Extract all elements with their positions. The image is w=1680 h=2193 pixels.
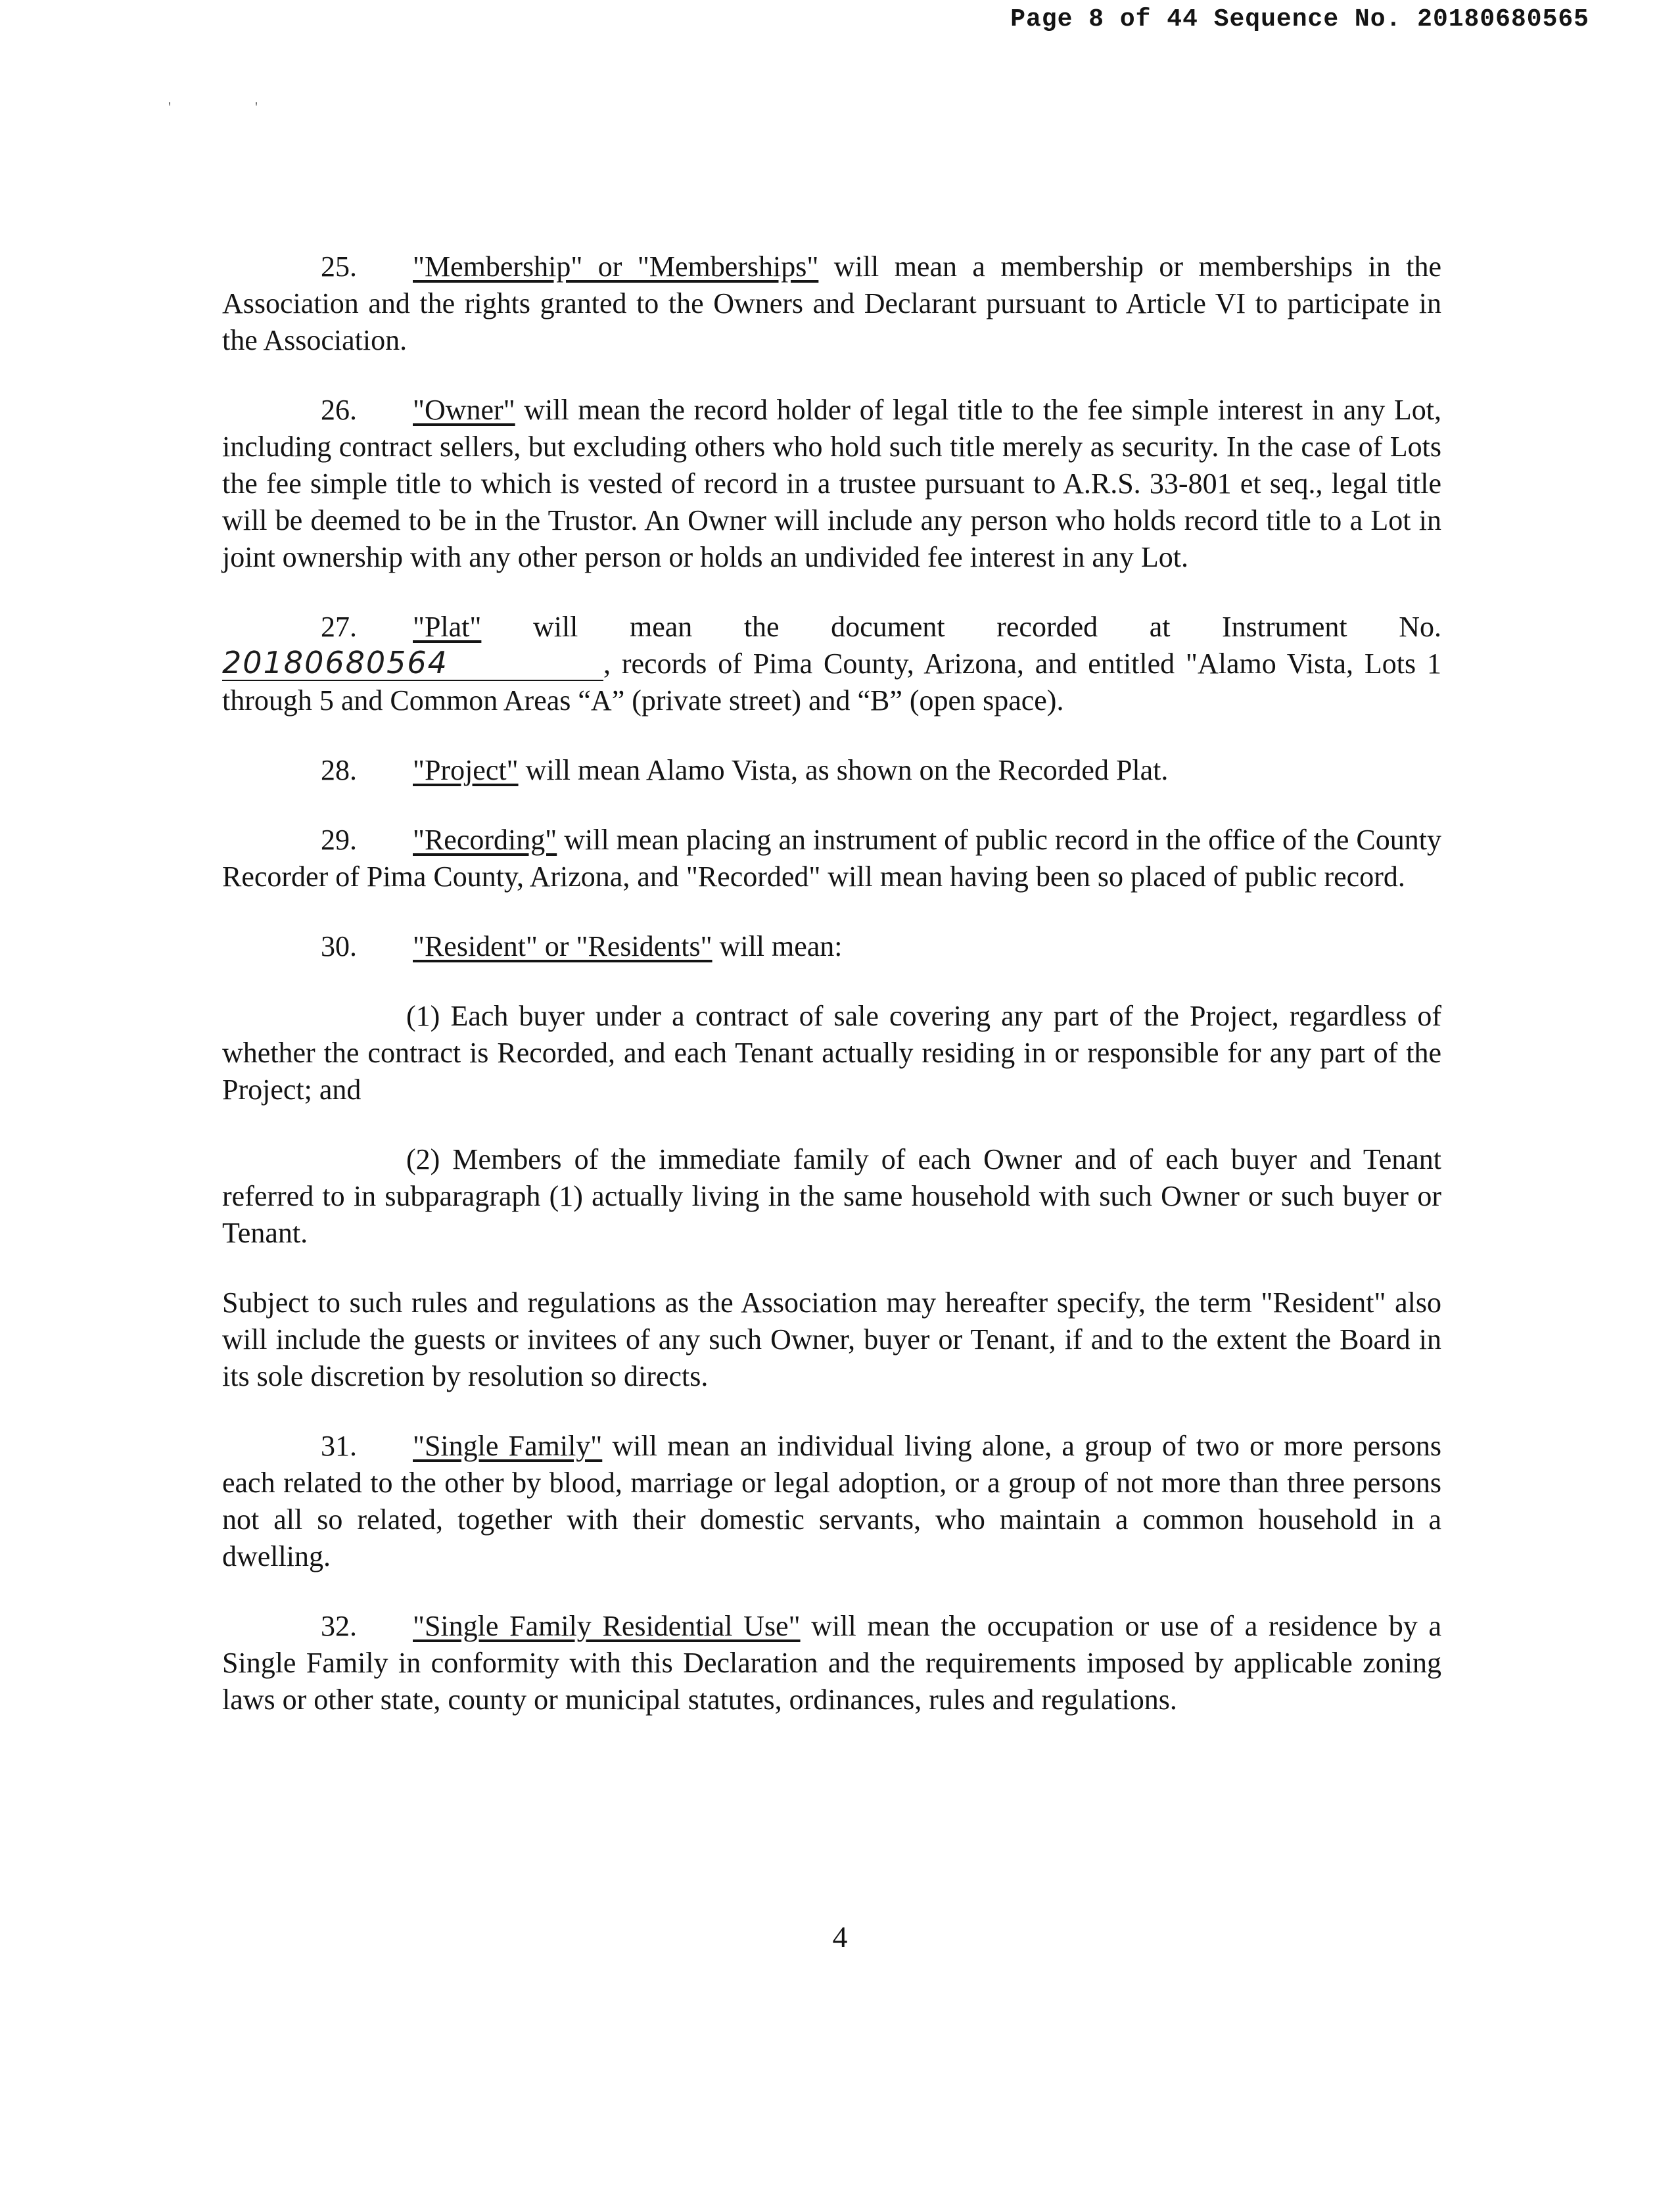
subparagraph-2: (2) Members of the immediate family of each Owner and of each buyer and Tenant referred to in subparagraph (1) actually living in the same household with such Owner or such buyer or Tenant. (222, 1143, 1441, 1249)
page-number: 4 (832, 1920, 848, 1954)
defined-term: "Owner" (413, 394, 515, 426)
paragraph-text: will mean the document recorded at Instrument No. (481, 611, 1441, 643)
paragraph-text: will mean: (712, 930, 843, 962)
defined-term: "Recording" (413, 824, 557, 856)
resident-closing-paragraph: Subject to such rules and regulations as the Association may hereafter specify, the term "Resident" also will include the guests or invitees of any such Owner, buyer or Tenant, if and to the extent the Board in its sole discretion by resolution so directs. (222, 1286, 1441, 1392)
defined-term: "Single Family" (413, 1430, 603, 1462)
paragraph-27 (222, 609, 1441, 719)
paragraph-text: will mean the record holder of legal title to the fee simple interest in any Lot, including contract sellers, but excluding others who hold such title merely as security. In the case of Lots the fee simple title to which is vested of record in a trustee pursuant to A.R.S. 33-801 et seq., legal title will be deemed to be in the Trustor. An Owner will include any person who holds record title to a Lot in joint ownership with any other person or holds an undivided fee interest in any Lot. (222, 394, 1441, 573)
paragraph-text: will mean Alamo Vista, as shown on the Recorded Plat. (518, 754, 1169, 786)
instrument-number-blank (222, 647, 603, 681)
paragraph-28 (222, 752, 1441, 789)
paragraph-number: 31. (321, 1430, 357, 1462)
defined-term: "Plat" (413, 611, 482, 643)
paragraph-31 (222, 1428, 1441, 1575)
handwritten-instrument-number: 20180680564 (222, 645, 448, 680)
paragraph-number: 29. (321, 824, 357, 856)
document-body (222, 248, 1441, 1751)
paragraph-25 (222, 248, 1441, 359)
paragraph-text: will mean the occupation or use of a residence by a Single Family in conformity with this Declaration and the requirements imposed by applicable zoning laws or other state, county or municipal statutes, ordinances, rules and regulations. (222, 1610, 1442, 1716)
paragraph-number: 25. (321, 250, 357, 283)
paragraph-26 (222, 392, 1441, 576)
paragraph-text: will mean an individual living alone, a group of two or more persons each related to the other by blood, marriage or legal adoption, or a group of not more than three persons not all so related, together with their domestic servants, who maintain a common household in a dwelling. (222, 1430, 1442, 1572)
page-sequence-header: Page 8 of 44 Sequence No. 20180680565 (1010, 5, 1589, 34)
defined-term: "Project" (413, 754, 519, 786)
defined-term: "Membership" or "Memberships" (413, 250, 819, 283)
paragraph-32 (222, 1608, 1441, 1718)
scan-mark: ' (255, 99, 258, 115)
defined-term: "Single Family Residential Use" (413, 1610, 801, 1642)
paragraph-30 (222, 928, 1441, 965)
scan-mark: ' (168, 99, 171, 115)
defined-term: "Resident" or "Residents" (413, 930, 712, 962)
subparagraph-1: (1) Each buyer under a contract of sale covering any part of the Project, regardless of whether the contract is Recorded, and each Tenant actually residing in or responsible for any part of the Project; and (222, 1000, 1441, 1106)
paragraph-number: 27. (321, 611, 357, 643)
paragraph-29 (222, 822, 1441, 895)
paragraph-number: 26. (321, 394, 357, 426)
paragraph-text: will mean placing an instrument of public record in the office of the County Recorder of Pima County, Arizona, and "Recorded" will mean having been so placed of public record. (222, 824, 1441, 893)
paragraph-number: 30. (321, 930, 357, 962)
paragraph-number: 28. (321, 754, 357, 786)
paragraph-text: , records of Pima County, Arizona, and entitled "Alamo Vista, Lots 1 through 5 and Common Areas “A” (private street) and “B” (open space). (222, 648, 1441, 717)
paragraph-number: 32. (321, 1610, 357, 1642)
paragraph-text: will mean a membership or memberships in the Association and the rights granted to the Owners and Declarant pursuant to Article VI to participate in the Association. (222, 250, 1441, 356)
